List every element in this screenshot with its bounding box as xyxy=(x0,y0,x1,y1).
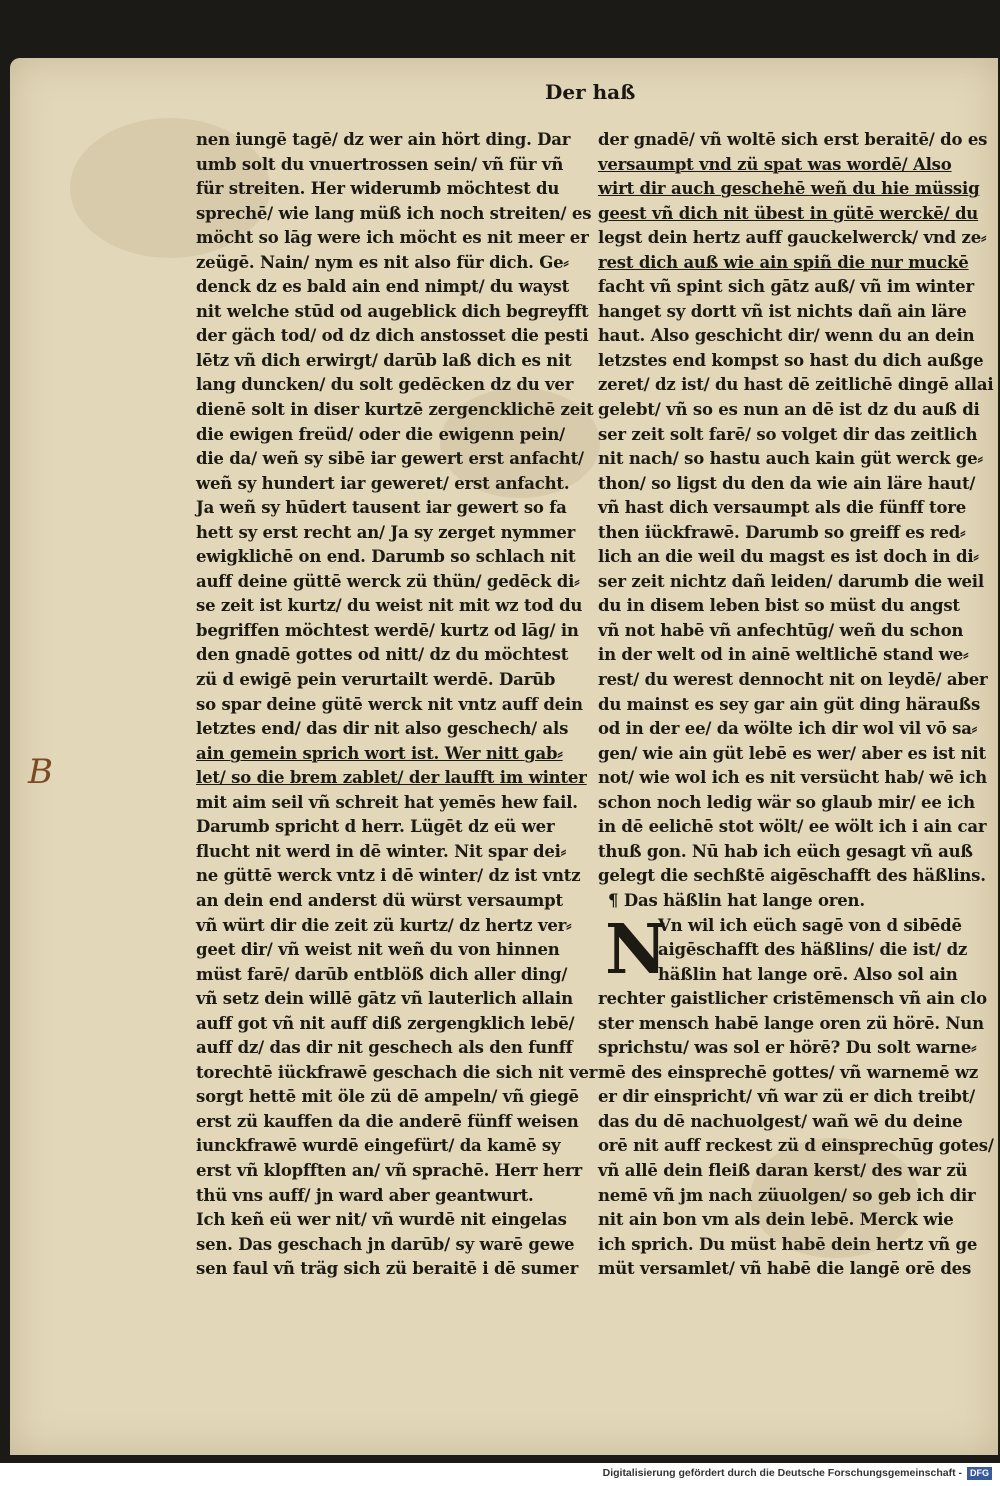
text-line: sen. Das geschach jn darūb/ sy warē gewe xyxy=(196,1234,575,1254)
text-line: hett sy erst recht an/ Ja sy zerget nymmer xyxy=(196,522,576,542)
text-line: vñ allē dein fleiß daran kerst/ des war zü xyxy=(598,1160,968,1180)
text-line: thuß gon. Nū hab ich eüch gesagt vñ auß xyxy=(598,841,973,861)
text-line: auff got vñ nit auff diß zergengklich lebē/ xyxy=(196,1013,575,1033)
text-line: in der welt od in ainē weltlichē stand we⸗ xyxy=(598,645,969,665)
text-line: rest/ du werest dennocht nit on leydē/ aber xyxy=(598,670,988,690)
text-line: vñ würt dir die zeit zü kurtz/ dz hertz ver⸗ xyxy=(196,915,572,935)
text-line: od in der ee/ da wölte ich dir wol vil vō sa⸗ xyxy=(598,719,978,739)
text-line: den gnadē gottes od nitt/ dz du möchtest xyxy=(196,645,569,665)
text-line: dienē solt in diser kurtzē zergencklichē zeit xyxy=(196,400,594,420)
text-line: gelegt die sechßtē aigēschafft des häßlins. xyxy=(598,866,986,886)
text-line: ser zeit solt farē/ so volget dir das zeitlich xyxy=(598,424,978,444)
text-line: mē des einsprechē gottes/ vñ warnemē wz xyxy=(598,1062,979,1082)
text-line: gen/ wie ain güt lebē es wer/ aber es ist nit xyxy=(598,743,986,763)
text-line: das du dē nachuolgest/ wañ wē du deine xyxy=(598,1111,963,1131)
text-line: flucht nit werd in dē winter. Nit spar dei⸗ xyxy=(196,841,566,861)
text-line: zü d ewigē pein verurtailt werdē. Darūb xyxy=(196,670,556,690)
drop-cap: N xyxy=(605,910,668,990)
text-line: nemē vñ jm nach züuolgen/ so geb ich dir xyxy=(598,1185,976,1205)
text-line: lētz vñ dich erwirgt/ darūb laß dich es nit xyxy=(196,350,572,370)
text-line: Ich keñ eü wer nit/ vñ wurdē nit eingelas xyxy=(196,1210,567,1230)
text-line: wirt dir auch geschehē weñ du hie müssig xyxy=(598,179,980,199)
text-line: nit welche stūd od augeblick dich begreyfft xyxy=(196,301,589,321)
footer xyxy=(0,1463,1000,1486)
text-line: erst vñ klopfften an/ vñ sprachē. Herr herr xyxy=(196,1160,582,1180)
text-line: du mainst es sey gar ain güt ding häraußs xyxy=(598,694,981,714)
text-line: sen faul vñ träg sich zü beraitē i dē sumer xyxy=(196,1259,579,1279)
text-line: ser zeit nichtz dañ leiden/ darumb die weil xyxy=(598,571,984,591)
text-line: haut. Also geschicht dir/ wenn du an dein xyxy=(598,326,975,346)
text-line: se zeit ist kurtz/ du weist nit mit wz tod du xyxy=(196,596,583,616)
text-line: in dē eelichē stot wölt/ ee wölt ich i ain car xyxy=(598,817,987,837)
text-line: rechter gaistlicher cristēmensch vñ ain clo xyxy=(598,989,987,1009)
text-line: not/ wie wol ich es nit versücht hab/ wē ich xyxy=(598,768,987,788)
text-line: legst dein hertz auff gauckelwerck/ vnd ze⸗ xyxy=(598,228,987,248)
section-heading: ¶ Das häßlin hat lange oren. xyxy=(608,890,865,910)
text-line: versaumpt vnd zü spat was wordē/ Also xyxy=(598,154,952,174)
text-line: aigēschafft des häßlins/ die ist/ dz xyxy=(658,940,968,960)
text-line: let/ so die brem zablet/ der laufft im winter xyxy=(196,768,587,788)
text-line: Ja weñ sy hūdert tausent iar gewert so fa xyxy=(196,498,567,518)
text-line: sprichstu/ was sol er hörē? Du solt warne⸗ xyxy=(598,1038,977,1058)
text-line: torechtē iückfrawē geschach die sich nit ver xyxy=(196,1062,598,1082)
text-line: ne güttē werck vntz i dē winter/ dz ist vntz xyxy=(196,866,581,886)
text-line: Vn wil ich eüch sagē von d sibēdē xyxy=(658,915,962,935)
text-line: so spar deine gütē werck nit vntz auff dein xyxy=(196,694,583,714)
text-line: weñ sy hundert iar geweret/ erst anfacht. xyxy=(196,473,570,493)
text-line: letzstes end kompst so hast du dich außge xyxy=(598,350,984,370)
text-line: häßlin hat lange orē. Also sol ain xyxy=(658,964,958,984)
text-line: lang duncken/ du solt gedēcken dz du ver xyxy=(196,375,574,395)
text-line: begriffen möchtest werdē/ kurtz od lāg/ in xyxy=(196,620,579,640)
text-line: erst zü kauffen da die anderē fünff weisen xyxy=(196,1111,579,1131)
text-line: er dir einspricht/ vñ war zü er dich treibt/ xyxy=(598,1087,975,1107)
text-line: denck dz es bald ain end nimpt/ du wayst xyxy=(196,277,570,297)
text-line: nit nach/ so hastu auch kain güt werck ge⸗ xyxy=(598,449,983,469)
text-line: then iückfrawē. Darumb so greiff es red⸗ xyxy=(598,522,966,542)
text-line: ain gemein sprich wort ist. Wer nitt gab⸗ xyxy=(196,743,563,763)
text-line: thon/ so ligst du den da wie ain läre haut/ xyxy=(598,473,976,493)
text-line: auff deine güttē werck zü thün/ gedēck di⸗ xyxy=(196,571,580,591)
footer-text: Digitalisierung gefördert durch die Deutsche Forschungsgemeinschaft - xyxy=(602,1467,962,1479)
text-line: facht vñ spint sich gātz auß/ vñ im winter xyxy=(598,277,974,297)
dfg-logo: DFG xyxy=(967,1467,992,1480)
text-line: der gnadē/ vñ woltē sich erst beraitē/ do es xyxy=(598,130,988,149)
text-line: sprechē/ wie lang müß ich noch streiten/ es xyxy=(196,203,592,223)
left-text-column xyxy=(196,128,598,1282)
text-line: nit ain bon vm als dein lebē. Merck wie xyxy=(598,1210,954,1230)
text-line: sorgt hettē mit öle zü dē ampeln/ vñ giegē xyxy=(196,1087,579,1107)
text-line: orē nit auff reckest zü d einsprechūg gotes/ xyxy=(598,1136,994,1156)
margin-note: B xyxy=(28,752,53,792)
text-line: umb solt du vnuertrossen sein/ vñ für vñ xyxy=(196,154,564,174)
text-line: iunckfrawē wurdē eingefürt/ da kamē sy xyxy=(196,1136,561,1156)
text-line: ster mensch habē lange oren zü hörē. Nun xyxy=(598,1013,984,1033)
text-line: gelebt/ vñ so es nun an dē ist dz du auß di xyxy=(598,400,980,420)
right-text-column xyxy=(598,128,994,1282)
text-line: vñ not habē vñ anfechtūg/ weñ du schon xyxy=(598,620,964,640)
text-line: möcht so lāg were ich möcht es nit meer er xyxy=(196,228,589,248)
text-line: die ewigen freüd/ oder die ewigenn pein/ xyxy=(196,424,565,444)
text-line: zeret/ dz ist/ du hast dē zeitlichē dingē allai xyxy=(598,375,994,395)
text-line: geet dir/ vñ weist nit weñ du von hinnen xyxy=(196,940,560,960)
text-line: für streiten. Her widerumb möchtest du xyxy=(196,179,560,199)
text-line: nen iungē tagē/ dz wer ain hört ding. Dar xyxy=(196,130,571,149)
text-line: du in disem leben bist so müst du angst xyxy=(598,596,960,616)
text-line: lich an die weil du magst es ist doch in di⸗ xyxy=(598,547,979,567)
running-title: Der haß xyxy=(545,80,636,104)
text-line: vñ setz dein willē gātz vñ lauterlich allain xyxy=(196,989,573,1009)
text-line: geest vñ dich nit übest in gütē werckē/ du xyxy=(598,203,979,223)
text-line: müt versamlet/ vñ habē die langē orē des xyxy=(598,1259,972,1279)
text-line: rest dich auß wie ain spiñ die nur muckē xyxy=(598,252,969,272)
text-line: der gäch tod/ od dz dich anstosset die pesti xyxy=(196,326,589,346)
text-line: auff dz/ das dir nit geschech als den funff xyxy=(196,1038,573,1058)
text-line: an dein end anderst dü würst versaumpt xyxy=(196,890,563,910)
text-line: die da/ weñ sy sibē iar gewert erst anfacht/ xyxy=(196,449,584,469)
text-line: hanget sy dortt vñ ist nichts dañ ain läre xyxy=(598,301,967,321)
text-line: ewigklichē on end. Darumb so schlach nit xyxy=(196,547,576,567)
text-line: Darumb spricht d herr. Lügēt dz eü wer xyxy=(196,817,555,837)
text-line: müst farē/ darūb entblöß dich aller ding/ xyxy=(196,964,568,984)
text-line: letztes end/ das dir nit also geschech/ als xyxy=(196,719,569,739)
text-line: ich sprich. Du müst habē dein hertz vñ ge xyxy=(598,1234,978,1254)
text-line: thü vns auff/ jn ward aber geantwurt. xyxy=(196,1185,534,1205)
text-line: mit aim seil vñ schreit hat yemēs hew fail. xyxy=(196,792,578,812)
text-line: zeügē. Nain/ nym es nit also für dich. Ge⸗ xyxy=(196,252,569,272)
text-line: vñ hast dich versaumpt als die fünff tore xyxy=(598,498,967,518)
text-line: schon noch ledig wär so glaub mir/ ee ich xyxy=(598,792,975,812)
